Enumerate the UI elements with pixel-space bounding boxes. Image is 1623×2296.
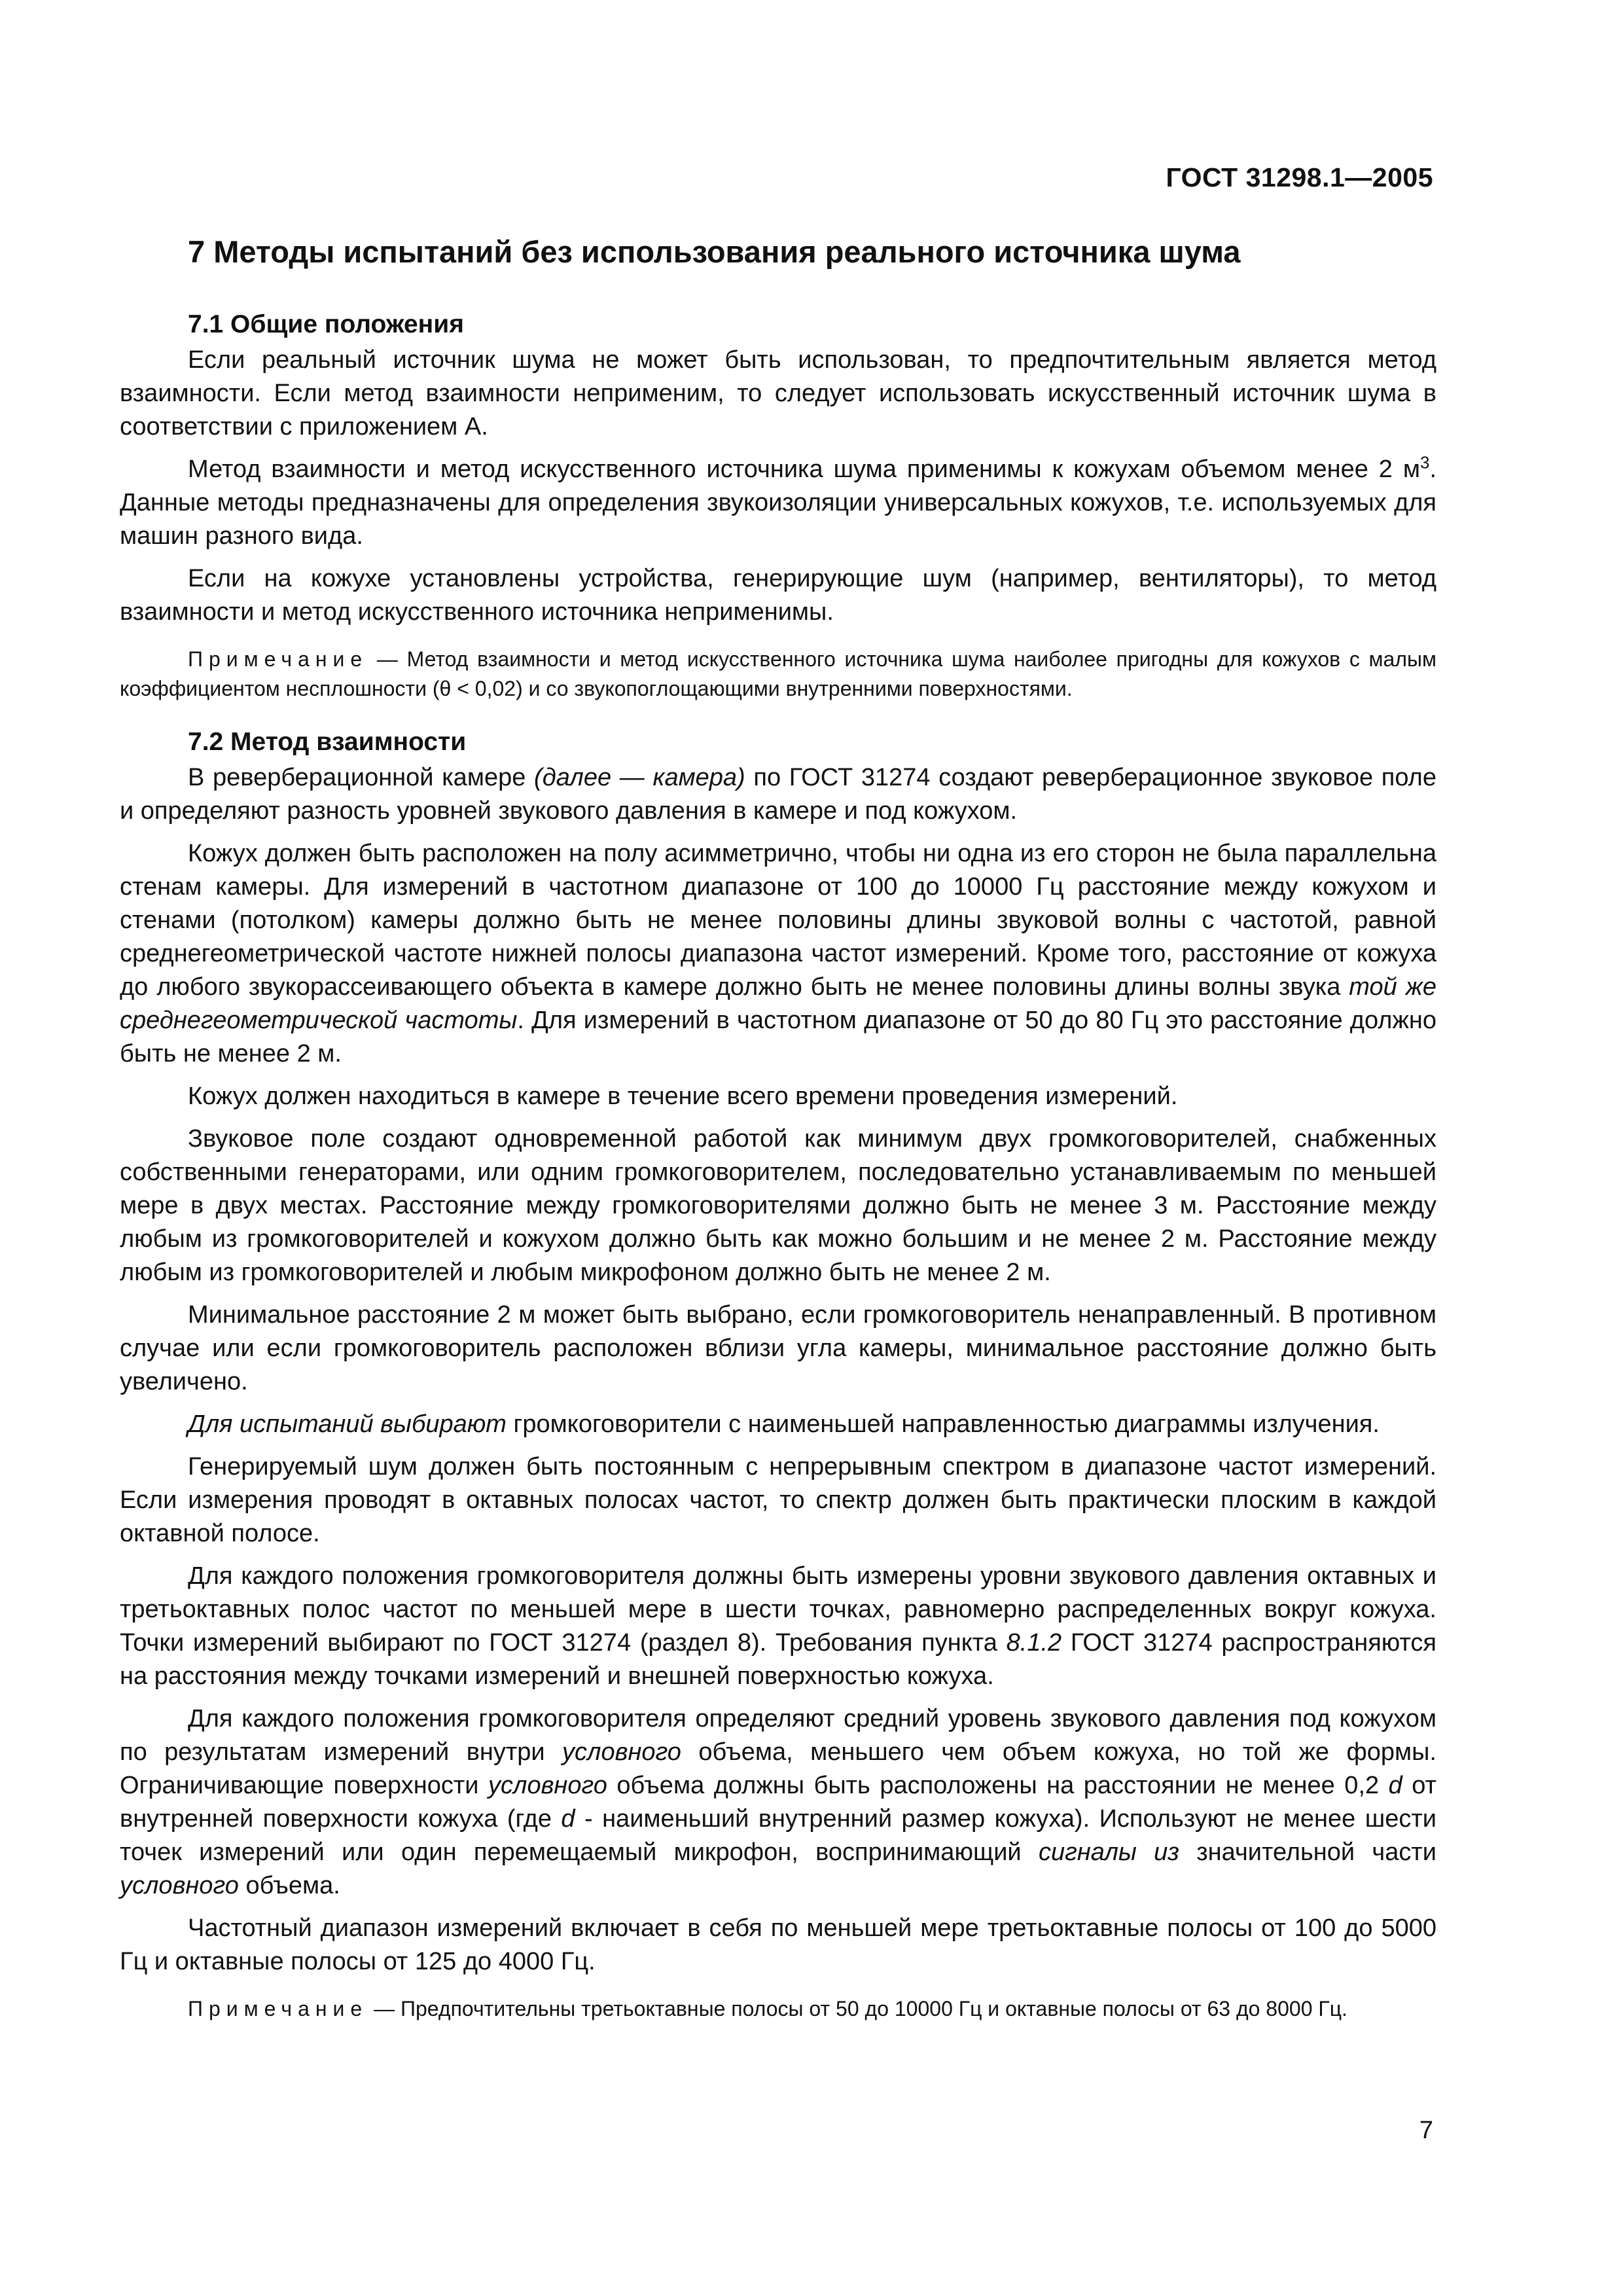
note-text: — Метод взаимности и метод искусственного источника шума наиболее пригодны для кожухов с малым коэффициентом несплошности (θ < 0,02) и со звукопоглощающими внутренними поверхностями. bbox=[120, 647, 1437, 700]
text-run: значительной части bbox=[1179, 1839, 1436, 1866]
italic-run: той же среднегеометрической частоты bbox=[120, 973, 1436, 1034]
paragraph bbox=[120, 1408, 1436, 1441]
note bbox=[120, 645, 1436, 704]
paragraph bbox=[120, 761, 1436, 828]
text-run: Метод взаимности и метод искусственного источника шума применимы к кожухам объемом менее 2 м bbox=[188, 456, 1420, 483]
paragraph bbox=[120, 1702, 1436, 1903]
text-run: объема, меньшего чем объем кожуха, но той же формы. Ограничивающие поверхности bbox=[120, 1738, 1436, 1799]
page-content bbox=[120, 232, 1436, 2046]
paragraph bbox=[120, 837, 1436, 1071]
text-run: . Для измерений в частотном диапазоне от 50 до 80 Гц это расстояние должно быть не менее 2 м. bbox=[120, 1007, 1436, 1067]
text-run: . Данные методы предназначены для определения звукоизоляции универсальных кожухов, т.е. используемых для машин разного вида. bbox=[120, 456, 1436, 550]
text-run: Кожух должен быть расположен на полу асимметрично, чтобы ни одна из его сторон не была параллельна стенам камеры. Для измерений в частотном диапазоне от 100 до 10000 Гц расстояние между кожухом и стенами (потолком) камеры должно быть не менее половины длины звуковой волны с частотой, равной среднегеометрической частоте нижней полосы диапазона частот измерений. Кроме того, расстояние от кожуха до любого звукорассеивающего объекта в камере должно быть не менее половины длины волны звука bbox=[120, 840, 1436, 1001]
text-run: Для каждого положения громкоговорителя должны быть измерены уровни звукового давления октавных и третьоктавных полос частот по меньшей мере в шести точках, равномерно распределенных вокруг кожуха. Точки измерений выбирают по ГОСТ 31274 (раздел 8). Требования пункта bbox=[120, 1562, 1436, 1657]
superscript: 3 bbox=[1419, 452, 1430, 473]
subsection-title-7-1: 7.1 Общие положения bbox=[188, 310, 464, 338]
section-title: 7 Методы испытаний без использования реального источника шума bbox=[188, 234, 1241, 269]
italic-run: (далее — камера) bbox=[534, 764, 745, 791]
text-run: объема должны быть расположены на расстоянии не менее 0,2 bbox=[607, 1772, 1389, 1799]
italic-run: d bbox=[561, 1805, 575, 1833]
italic-run: условного bbox=[562, 1738, 681, 1766]
text-run: - наименьший внутренний размер кожуха). Используют не менее шести точек измерений или один перемещаемый микрофон, воспринимающий bbox=[120, 1805, 1436, 1866]
paragraph: Генерируемый шум должен быть постоянным с непрерывным спектром в диапазоне частот измерений. Если измерения проводят в октавных полосах частот, то спектр должен быть практически плоским в каждой октавной полосе. bbox=[120, 1453, 1436, 1547]
italic-run: условного bbox=[120, 1872, 239, 1899]
paragraph bbox=[120, 453, 1436, 553]
text-run: от внутренней поверхности кожуха (где bbox=[120, 1772, 1436, 1833]
text-run: ГОСТ 31274 распространяются на расстояния между точками измерений и внешней поверхностью кожуха. bbox=[120, 1629, 1436, 1690]
paragraph: Звуковое поле создают одновременной работой как минимум двух громкоговорителей, снабженных собственными генераторами, или одним громкоговорителем, последовательно устанавливаемым по меньшей мере в двух местах. Расстояние между громкоговорителями должно быть не менее 3 м. Расстояние между любым из громкоговорителей и кожухом должно быть как можно большим и не менее 2 м. Расстояние между любым из громкоговорителей и любым микрофоном должно быть не менее 2 м. bbox=[120, 1125, 1436, 1286]
text-run: В реверберационной камере bbox=[188, 764, 535, 791]
italic-run: d bbox=[1388, 1772, 1402, 1799]
subsection-title-7-2: 7.2 Метод взаимности bbox=[188, 728, 467, 756]
paragraph: Частотный диапазон измерений включает в себя по меньшей мере третьоктавные полосы от 100 до 5000 Гц и октавные полосы от 125 до 4000 Гц. bbox=[120, 1914, 1436, 1975]
paragraph: Если реальный источник шума не может быть использован, то предпочтительным является метод взаимности. Если метод взаимности неприменим, то следует использовать искусственный источник шума в соответствии с приложением А. bbox=[120, 346, 1436, 440]
text-run: по ГОСТ 31274 создают реверберационное звуковое поле и определяют разность уровней звукового давления в камере и под кожухом. bbox=[120, 764, 1436, 825]
italic-run: 8.1.2 bbox=[1006, 1629, 1062, 1657]
text-run: объема. bbox=[238, 1872, 340, 1899]
standard-header: ГОСТ 31298.1—2005 bbox=[1166, 162, 1433, 192]
paragraph: Если на кожухе установлены устройства, генерирующие шум (например, вентиляторы), то метод взаимности и метод искусственного источника неприменимы. bbox=[120, 565, 1436, 626]
italic-run: условного bbox=[488, 1772, 607, 1799]
text-run: громкоговорители с наименьшей направленностью диаграммы излучения. bbox=[506, 1410, 1380, 1438]
paragraph bbox=[120, 1560, 1436, 1693]
text-run: Для каждого положения громкоговорителя определяют средний уровень звукового давления под кожухом по результатам измерений внутри bbox=[120, 1705, 1436, 1766]
paragraph: Минимальное расстояние 2 м может быть выбрано, если громкоговоритель ненаправленный. В противном случае или если громкоговоритель расположен вблизи угла камеры, минимальное расстояние должно быть увеличено. bbox=[120, 1301, 1436, 1395]
note bbox=[120, 1994, 1436, 2024]
page-number: 7 bbox=[1419, 2117, 1433, 2144]
note-label: Примечание bbox=[188, 1997, 368, 2020]
note-text: — Предпочтительны третьоктавные полосы от 50 до 10000 Гц и октавные полосы от 63 до 8000 Гц. bbox=[374, 1997, 1347, 2020]
note-label: Примечание bbox=[188, 647, 368, 671]
italic-run: сигналы из bbox=[1038, 1839, 1179, 1866]
italic-run: Для испытаний выбирают bbox=[188, 1410, 507, 1438]
paragraph: Кожух должен находиться в камере в течение всего времени проведения измерений. bbox=[188, 1083, 1178, 1110]
